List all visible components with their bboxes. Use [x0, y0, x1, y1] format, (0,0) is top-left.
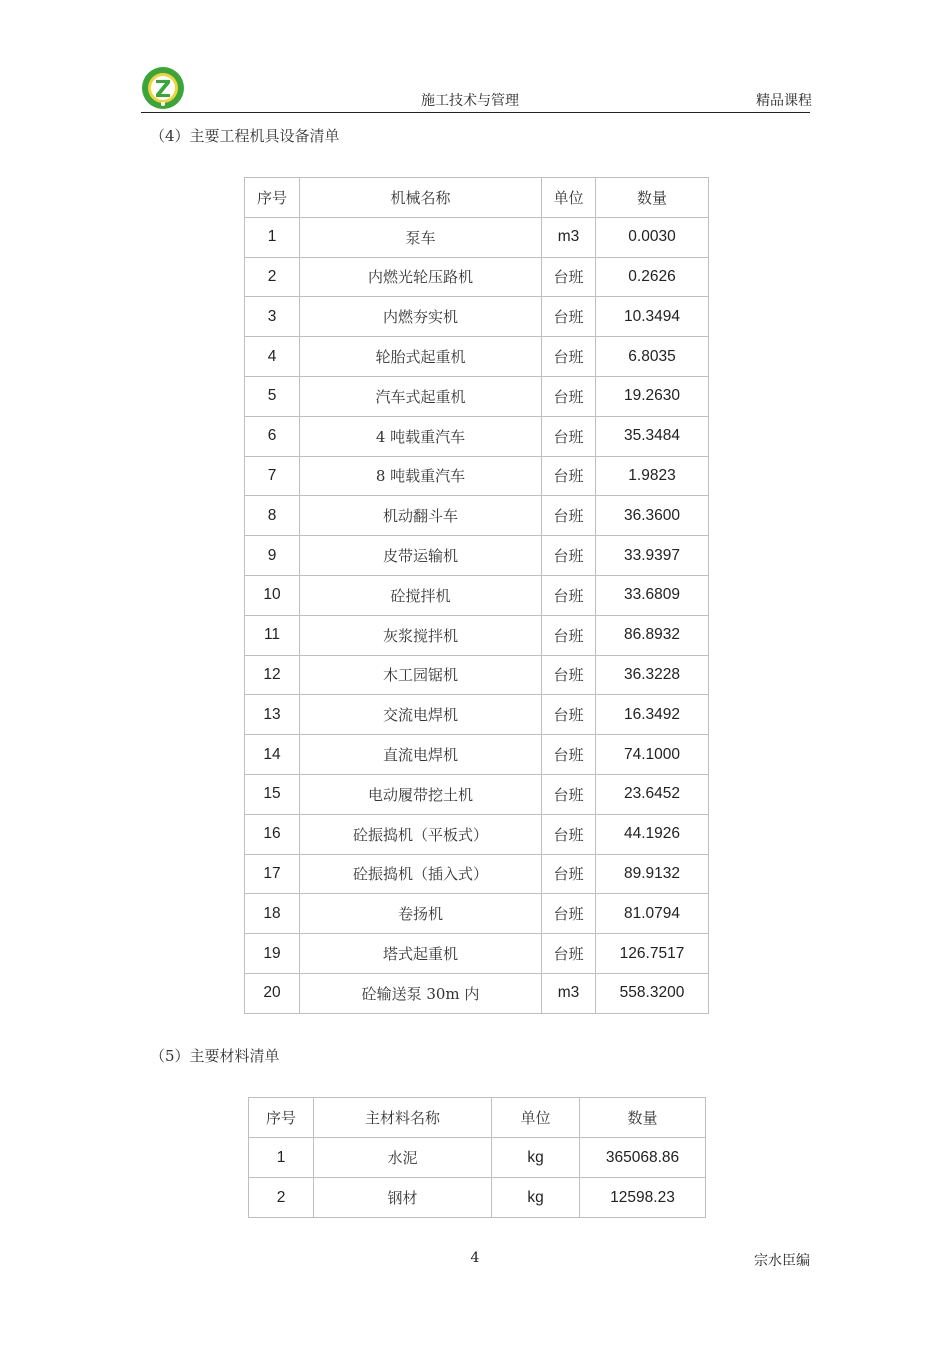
table-cell: 0.0030	[596, 217, 709, 257]
table-cell: 交流电焊机	[300, 695, 542, 735]
table-cell: 126.7517	[596, 934, 709, 974]
table-cell: 5	[245, 376, 300, 416]
table-cell: 台班	[542, 496, 596, 536]
table-header-row	[249, 1098, 706, 1138]
table-row	[245, 774, 709, 814]
table-cell: 泵车	[300, 217, 542, 257]
table-cell: 砼搅拌机	[300, 575, 542, 615]
table-cell: 2	[249, 1178, 314, 1218]
column-header: 单位	[542, 178, 596, 218]
table-cell: kg	[492, 1178, 580, 1218]
table-cell: 13	[245, 695, 300, 735]
table-cell: 86.8932	[596, 615, 709, 655]
table-row	[245, 575, 709, 615]
table-cell: 7	[245, 456, 300, 496]
table-row	[245, 934, 709, 974]
table-cell: 10	[245, 575, 300, 615]
table-cell: 33.9397	[596, 536, 709, 576]
school-logo	[141, 66, 185, 110]
table-row	[245, 735, 709, 775]
table-cell: 1	[245, 217, 300, 257]
table-cell: 皮带运输机	[300, 536, 542, 576]
table-cell: 台班	[542, 337, 596, 377]
table-cell: 20	[245, 973, 300, 1013]
table-row	[249, 1138, 706, 1178]
table-cell: 19	[245, 934, 300, 974]
table-cell: 36.3228	[596, 655, 709, 695]
table-cell: 74.1000	[596, 735, 709, 775]
table-cell: 12598.23	[580, 1178, 706, 1218]
table-cell: 台班	[542, 695, 596, 735]
table-cell: 365068.86	[580, 1138, 706, 1178]
table-cell: 台班	[542, 416, 596, 456]
header-divider	[141, 112, 810, 113]
table-cell: m3	[542, 973, 596, 1013]
table-cell: 1	[249, 1138, 314, 1178]
table-row	[245, 297, 709, 337]
author-credit: 宗水臣编	[754, 1253, 810, 1269]
table-row	[245, 456, 709, 496]
table-row	[249, 1178, 706, 1218]
table-cell: 台班	[542, 297, 596, 337]
table-cell: 35.3484	[596, 416, 709, 456]
header-title: 施工技术与管理	[421, 93, 519, 109]
table-row	[245, 695, 709, 735]
column-header: 单位	[492, 1098, 580, 1138]
column-header: 数量	[580, 1098, 706, 1138]
table-cell: 木工园锯机	[300, 655, 542, 695]
table-cell: 塔式起重机	[300, 934, 542, 974]
table-cell: 台班	[542, 615, 596, 655]
table-cell: 内燃光轮压路机	[300, 257, 542, 297]
column-header: 机械名称	[300, 178, 542, 218]
table-cell: 台班	[542, 376, 596, 416]
table-cell: 16	[245, 814, 300, 854]
table-cell: 砼振捣机（插入式）	[300, 854, 542, 894]
table-cell: 钢材	[314, 1178, 492, 1218]
header-course-label: 精品课程	[756, 93, 812, 109]
table-cell: 6	[245, 416, 300, 456]
section-4-title: （4）主要工程机具设备清单	[150, 127, 340, 145]
table-cell: 卷扬机	[300, 894, 542, 934]
table-cell: 8	[245, 496, 300, 536]
table-cell: 砼输送泵 30m 内	[300, 973, 542, 1013]
table-cell: 台班	[542, 536, 596, 576]
table-cell: 灰浆搅拌机	[300, 615, 542, 655]
table-cell: 81.0794	[596, 894, 709, 934]
table-cell: 44.1926	[596, 814, 709, 854]
section-5-title: （5）主要材料清单	[150, 1047, 280, 1065]
table-cell: 19.2630	[596, 376, 709, 416]
table-cell: 台班	[542, 257, 596, 297]
table-cell: 15	[245, 774, 300, 814]
table-row	[245, 257, 709, 297]
table-row	[245, 655, 709, 695]
materials-table	[248, 1097, 706, 1218]
table-cell: 台班	[542, 774, 596, 814]
table-cell: 内燃夯实机	[300, 297, 542, 337]
table-cell: 10.3494	[596, 297, 709, 337]
equipment-table	[244, 177, 709, 1014]
table-row	[245, 337, 709, 377]
column-header: 主材料名称	[314, 1098, 492, 1138]
table-cell: 轮胎式起重机	[300, 337, 542, 377]
table-row	[245, 615, 709, 655]
table-cell: 12	[245, 655, 300, 695]
table-cell: 台班	[542, 894, 596, 934]
table-row	[245, 496, 709, 536]
table-row	[245, 376, 709, 416]
table-cell: 台班	[542, 456, 596, 496]
table-cell: 水泥	[314, 1138, 492, 1178]
table-cell: 9	[245, 536, 300, 576]
table-row	[245, 536, 709, 576]
table-cell: 14	[245, 735, 300, 775]
table-cell: 0.2626	[596, 257, 709, 297]
table-cell: 电动履带挖土机	[300, 774, 542, 814]
table-cell: 558.3200	[596, 973, 709, 1013]
table-row	[245, 973, 709, 1013]
column-header: 序号	[245, 178, 300, 218]
table-cell: 17	[245, 854, 300, 894]
table-cell: 台班	[542, 814, 596, 854]
table-cell: 6.8035	[596, 337, 709, 377]
table-cell: 4 吨载重汽车	[300, 416, 542, 456]
table-row	[245, 854, 709, 894]
table-cell: 台班	[542, 854, 596, 894]
table-row	[245, 894, 709, 934]
table-row	[245, 217, 709, 257]
table-cell: 2	[245, 257, 300, 297]
table-cell: 36.3600	[596, 496, 709, 536]
table-cell: 11	[245, 615, 300, 655]
table-cell: 3	[245, 297, 300, 337]
table-cell: 台班	[542, 735, 596, 775]
table-cell: kg	[492, 1138, 580, 1178]
table-cell: 16.3492	[596, 695, 709, 735]
table-cell: 台班	[542, 575, 596, 615]
table-row	[245, 416, 709, 456]
table-cell: 23.6452	[596, 774, 709, 814]
table-cell: 33.6809	[596, 575, 709, 615]
page-number: 4	[470, 1250, 480, 1266]
table-cell: 18	[245, 894, 300, 934]
table-cell: 台班	[542, 655, 596, 695]
table-cell: 砼振捣机（平板式）	[300, 814, 542, 854]
column-header: 序号	[249, 1098, 314, 1138]
table-cell: 4	[245, 337, 300, 377]
table-cell: m3	[542, 217, 596, 257]
table-cell: 8 吨载重汽车	[300, 456, 542, 496]
table-cell: 1.9823	[596, 456, 709, 496]
table-cell: 89.9132	[596, 854, 709, 894]
table-header-row	[245, 178, 709, 218]
table-row	[245, 814, 709, 854]
table-cell: 台班	[542, 934, 596, 974]
table-cell: 直流电焊机	[300, 735, 542, 775]
column-header: 数量	[596, 178, 709, 218]
table-cell: 机动翻斗车	[300, 496, 542, 536]
table-cell: 汽车式起重机	[300, 376, 542, 416]
